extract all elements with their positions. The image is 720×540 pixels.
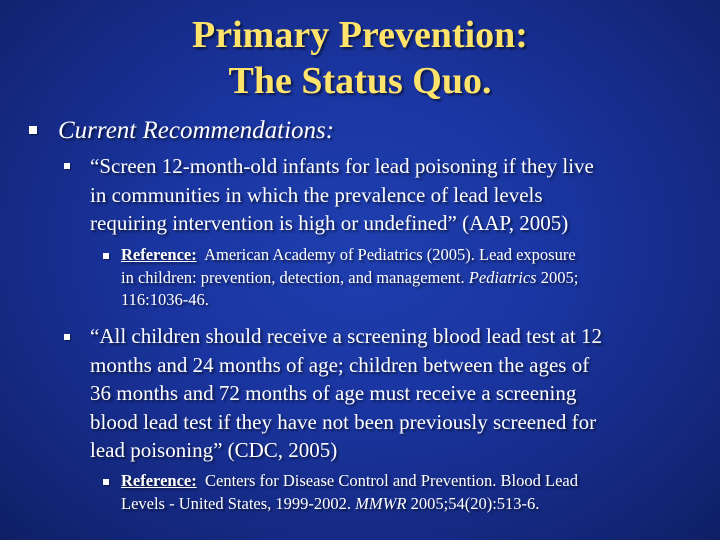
reference-text: 2005;54(20):513-6. — [406, 493, 540, 513]
quote-line: requiring intervention is high or undefined” (AAP, 2005) — [90, 211, 569, 235]
quote-line: months and 24 months of age; children between the ages of — [90, 352, 590, 377]
cdc-reference — [121, 470, 686, 515]
reference-text: Centers for Disease Control and Prevention. Blood Lead — [204, 471, 578, 490]
reference-line — [121, 267, 686, 290]
quote-line: “All children should receive a screening blood lead test at 12 — [90, 324, 602, 348]
cdc-recommendation-quote — [90, 322, 690, 465]
quote-line: 36 months and 72 months of age must receive a screening — [90, 381, 577, 405]
bullet-square-icon — [64, 334, 70, 340]
bullet-square-icon — [29, 126, 37, 134]
quote-line: lead poisoning” (CDC, 2005) — [90, 438, 338, 462]
reference-line — [121, 244, 686, 267]
reference-text: in children: prevention, detection, and management. — [121, 267, 469, 287]
reference-text: American Academy of Pediatrics (2005). Lead exposure — [204, 245, 576, 264]
title-line-1: Primary Prevention: — [192, 14, 528, 56]
aap-reference — [121, 244, 686, 312]
journal-name: Pediatrics — [468, 267, 537, 287]
bullet-square-icon — [64, 163, 70, 169]
reference-line — [121, 493, 686, 516]
journal-name: MMWR — [355, 493, 407, 513]
quote-line: blood lead test if they have not been previously screened for — [90, 409, 597, 434]
reference-text: Levels - United States, 1999-2002. — [121, 493, 356, 513]
title-line-2: The Status Quo. — [228, 60, 492, 102]
reference-label: Reference: — [121, 471, 197, 490]
slide-title — [0, 12, 720, 104]
reference-text: 2005; — [536, 267, 579, 287]
recommendations-heading: Current Recommendations: — [58, 117, 335, 144]
bullet-square-icon — [103, 253, 109, 259]
aap-recommendation-quote — [90, 152, 690, 238]
quote-line: “Screen 12-month-old infants for lead poisoning if they live — [90, 154, 594, 178]
bullet-square-icon — [103, 479, 109, 485]
quote-line: in communities in which the prevalence of lead levels — [90, 182, 543, 207]
reference-label: Reference: — [121, 245, 197, 264]
reference-line — [121, 470, 686, 493]
reference-line: 116:1036-46. — [121, 290, 209, 309]
